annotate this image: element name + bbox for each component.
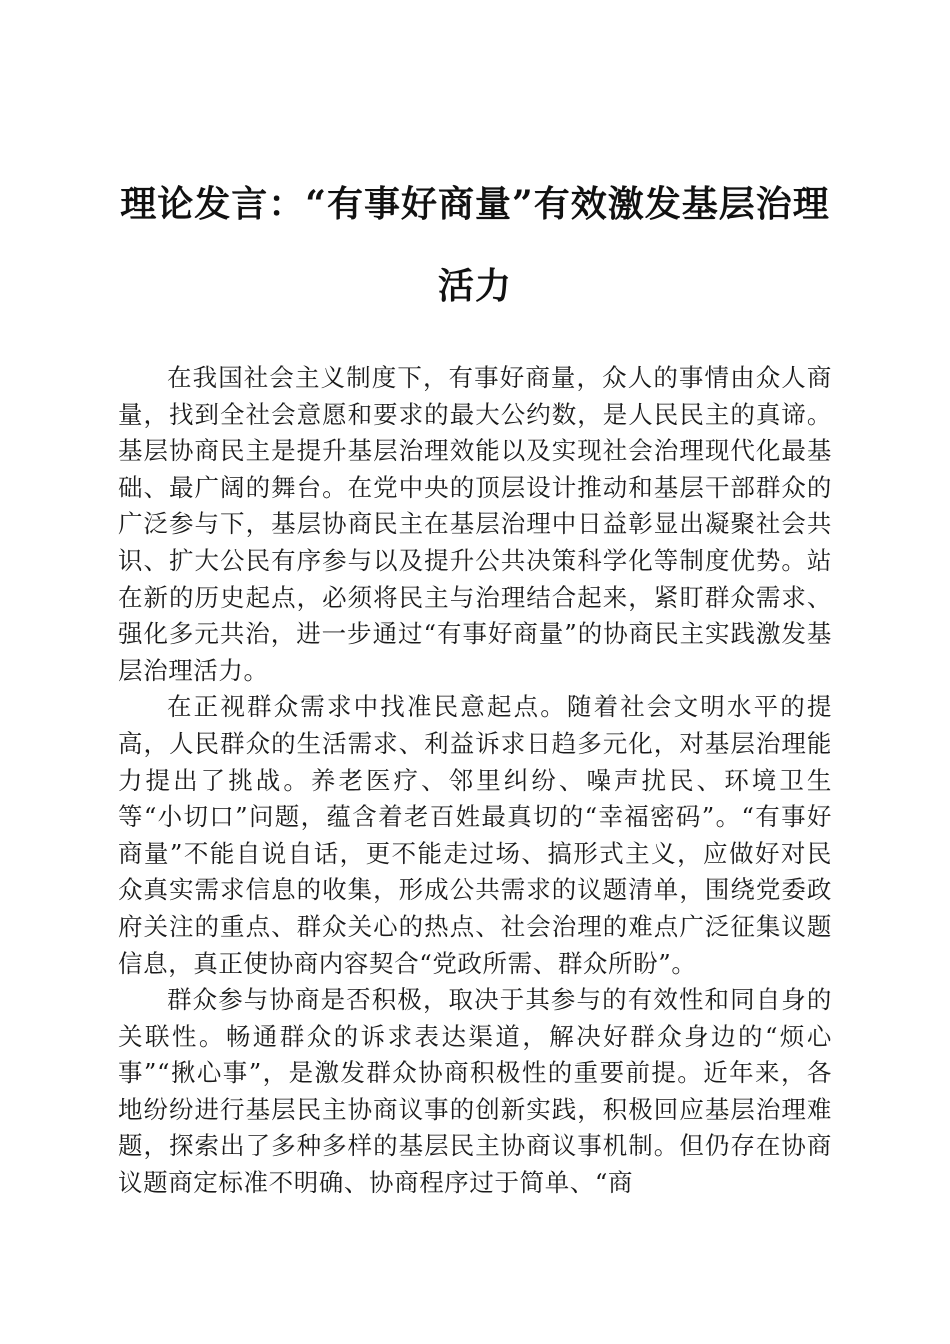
document-title: 理论发言：“有事好商量”有效激发基层治理活力 [120, 183, 830, 307]
paragraph-2: 在正视群众需求中找准民意起点。随着社会文明水平的提高，人民群众的生活需求、利益诉求日趋多元化，对基层治理能力提出了挑战。养老医疗、邻里纠纷、噪声扰民、环境卫生等“小切口”问题，蕴含着老百姓最真切的“幸福密码”。“有事好商量”不能自说自话，更不能走过场、搞形式主义，应做好对民众真实需求信息的收集，形成公共需求的议题清单，围绕党委政府关注的重点、群众关心的热点、社会治理的难点广泛征集议题信息，真正使协商内容契合“党政所需、群众所盼”。 [118, 692, 832, 978]
document-body [118, 360, 832, 1202]
paragraph-1: 在我国社会主义制度下，有事好商量，众人的事情由众人商量，找到全社会意愿和要求的最大公约数，是人民民主的真谛。基层协商民主是提升基层治理效能以及实现社会治理现代化最基础、最广阔的舞台。在党中央的顶层设计推动和基层干部群众的广泛参与下，基层协商民主在基层治理中日益彰显出凝聚社会共识、扩大公民有序参与以及提升公共决策科学化等制度优势。站在新的历史起点，必须将民主与治理结合起来，紧盯群众需求、强化多元共治，进一步通过“有事好商量”的协商民主实践激发基层治理活力。 [118, 363, 832, 685]
paragraph-3: 群众参与协商是否积极，取决于其参与的有效性和同自身的关联性。畅通群众的诉求表达渠道，解决好群众身边的“烦心事”“揪心事”，是激发群众协商积极性的重要前提。近年来，各地纷纷进行基层民主协商议事的创新实践，积极回应基层治理难题，探索出了多种多样的基层民主协商议事机制。但仍存在协商议题商定标准不明确、协商程序过于简单、“商 [118, 985, 832, 1198]
